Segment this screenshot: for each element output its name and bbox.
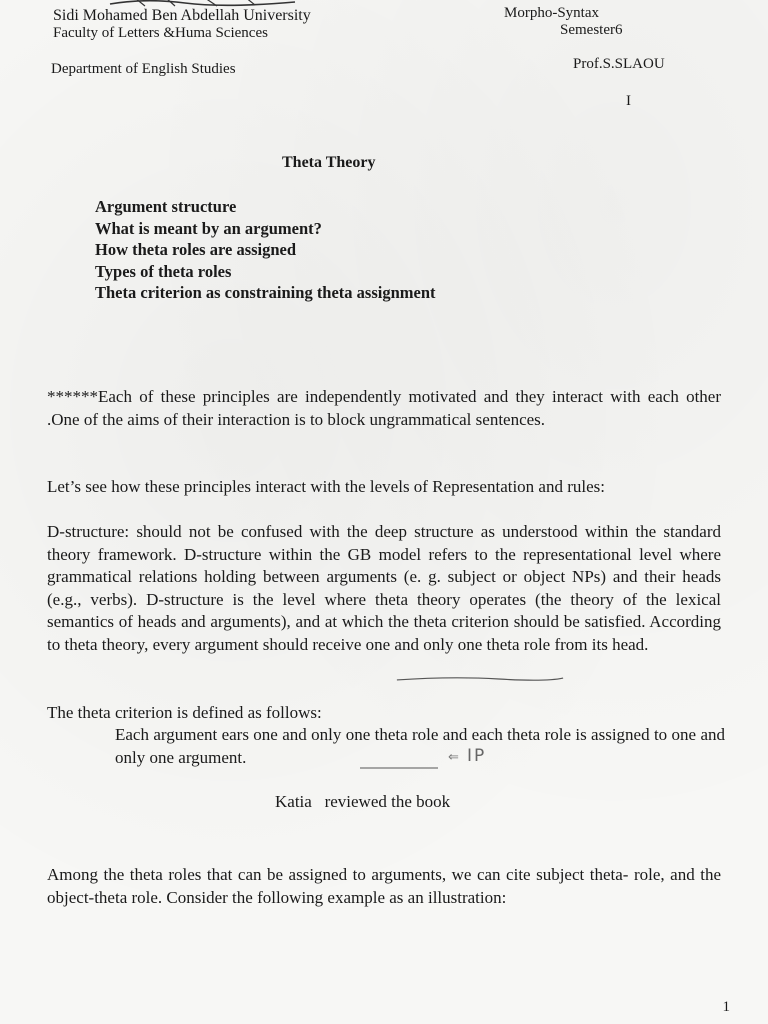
topic-item: How theta roles are assigned: [95, 240, 297, 259]
faculty-name: Faculty of Letters &Huma Sciences: [53, 25, 268, 41]
professor-name: Prof.S.SLAOU: [573, 56, 665, 72]
department-name: Department of English Studies: [51, 61, 236, 77]
page-number: 1: [722, 999, 730, 1015]
paragraph-theta-criterion-intro: The theta criterion is defined as follows:: [47, 703, 322, 722]
pencil-underline-mark: [395, 675, 565, 683]
pencil-underline-mark: [357, 765, 441, 771]
paragraph-d-structure: D-structure: should not be confused with the deep structure as understood within the standard theory framework. D-structure within the GB model refers to the representational level where grammatical relations holding between arguments (e. g. subject or object NPs) and their heads (e.g., verbs). D-structure is the level where theta theory operates (the theory of the lexical semantics of heads and arguments), and at which the theta criterion should be satisfied. According to theta theory, every argument should receive one and only one theta role from its head.: [47, 522, 721, 654]
section-numeral: I: [626, 93, 631, 109]
paragraph-intro: Let’s see how these principles interact with the levels of Representation and rules:: [47, 477, 605, 496]
topic-item: Theta criterion as constraining theta assignment: [95, 283, 436, 302]
paragraph-theta-roles: Among the theta roles that can be assigned to arguments, we can cite subject theta- role, and the object-theta role. Consider the following example as an illustration:: [47, 865, 721, 907]
university-name: Sidi Mohamed Ben Abdellah University: [53, 7, 311, 24]
topic-item: Types of theta roles: [95, 261, 232, 281]
paragraph-principles: ******Each of these principles are independently motivated and they interact with each other .One of the aims of their interaction is to block ungrammatical sentences.: [47, 387, 721, 429]
theta-criterion-definition: Each argument ears one and only one theta role and each theta role is assigned to one and only one argument.: [115, 725, 725, 767]
page-title: Theta Theory: [282, 154, 376, 171]
topic-item: Argument structure: [95, 197, 237, 216]
pencil-arrow-icon: ⇐: [448, 750, 468, 765]
course-name: Morpho-Syntax: [504, 5, 599, 21]
semester-label: Semester6: [560, 22, 623, 38]
handwritten-ip-note: ⇐ IP: [448, 746, 487, 766]
example-sentence: Katia reviewed the book: [275, 792, 451, 811]
topic-item: What is meant by an argument?: [95, 218, 322, 238]
topics-list: [95, 196, 436, 304]
